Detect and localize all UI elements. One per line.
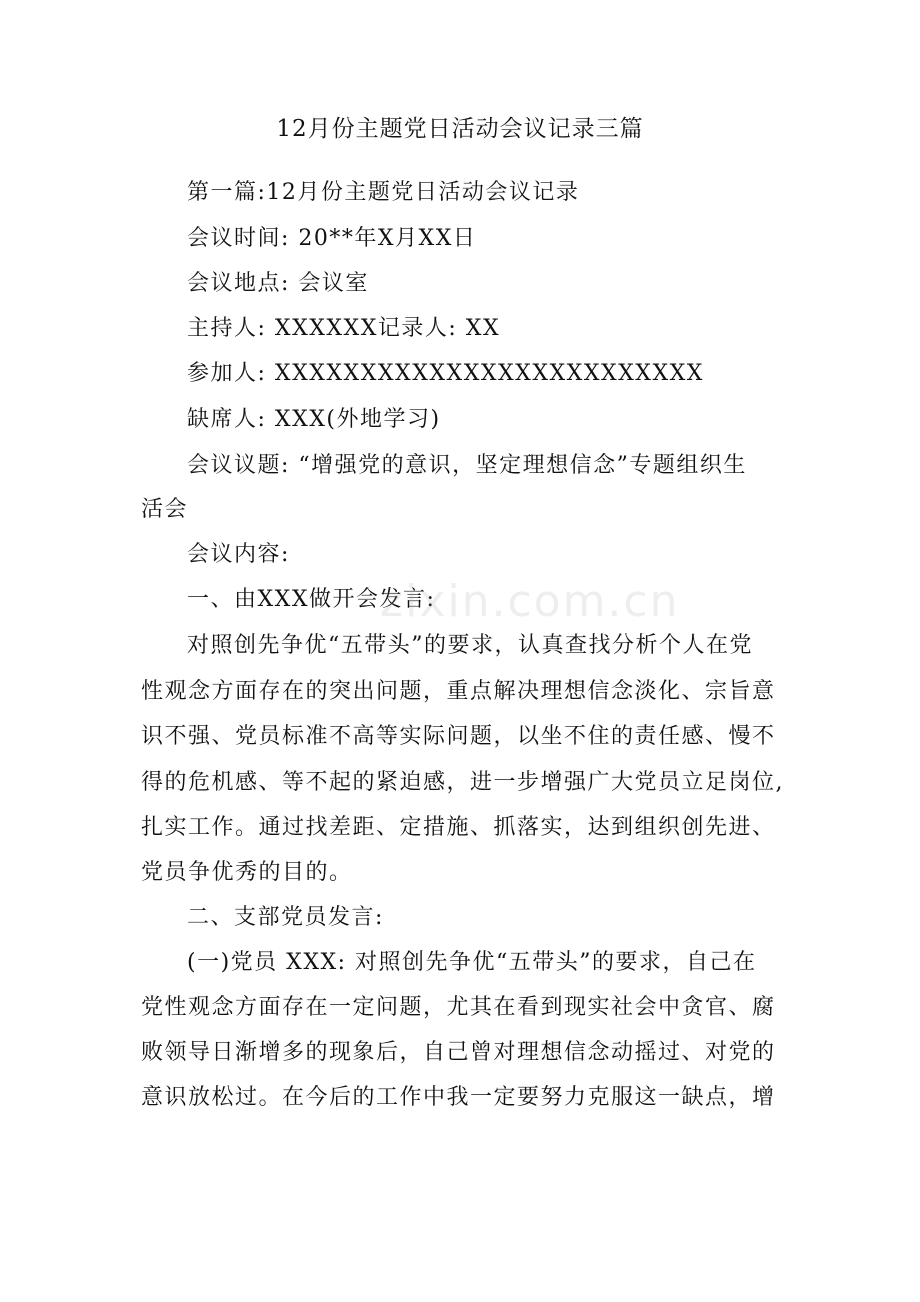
paragraph-line: 识不强、党员标准不高等实际问题，以坐不住的责任感、慢不: [141, 724, 776, 749]
paragraph-line: 对照创先争优“五带头”的要求，认真查找分析个人在党: [187, 633, 753, 658]
meeting-topic-line-1: 会议议题: “增强党的意识，坚定理想信念”专题组织生: [187, 453, 747, 478]
absentees: 缺席人: XXX(外地学习): [187, 407, 441, 432]
meeting-topic-line-2: 活会: [141, 497, 189, 522]
meeting-time: 会议时间: 20**年X月XX日: [187, 226, 477, 251]
paragraph-line: (一)党员 XXX: 对照创先争优“五带头”的要求，自己在: [187, 950, 757, 975]
paragraph-line: 得的危机感、等不起的紧迫感，进一步增强广大党员立足岗位,: [141, 770, 784, 795]
watermark: zixin.com.cn: [380, 576, 680, 627]
paragraph-line: 败领导日渐增多的现象后，自己曾对理想信念动摇过、对党的: [141, 1040, 776, 1065]
item-one-heading: 一、由XXX做开会发言:: [187, 587, 436, 612]
host-recorder: 主持人: XXXXXX记录人: XX: [187, 316, 501, 341]
section-heading: 第一篇:12月份主题党日活动会议记录: [187, 180, 580, 205]
document-title: 12月份主题党日活动会议记录三篇: [276, 116, 644, 142]
meeting-content-heading: 会议内容:: [187, 542, 290, 567]
paragraph-line: 意识放松过。在今后的工作中我一定要努力克服这一缺点，增: [141, 1085, 776, 1110]
meeting-location: 会议地点: 会议室: [187, 271, 369, 296]
paragraph-line: 党性观念方面存在一定问题，尤其在看到现实社会中贪官、腐: [141, 995, 776, 1020]
paragraph-line: 性观念方面存在的突出问题，重点解决理想信念淡化、宗旨意: [141, 679, 776, 704]
item-two-heading: 二、支部党员发言:: [187, 905, 384, 930]
attendees: 参加人: XXXXXXXXXXXXXXXXXXXXXXXXX: [187, 361, 704, 386]
paragraph-line: 扎实工作。通过找差距、定措施、抓落实，达到组织创先进、: [141, 815, 776, 840]
paragraph-line: 党员争优秀的目的。: [141, 860, 353, 885]
